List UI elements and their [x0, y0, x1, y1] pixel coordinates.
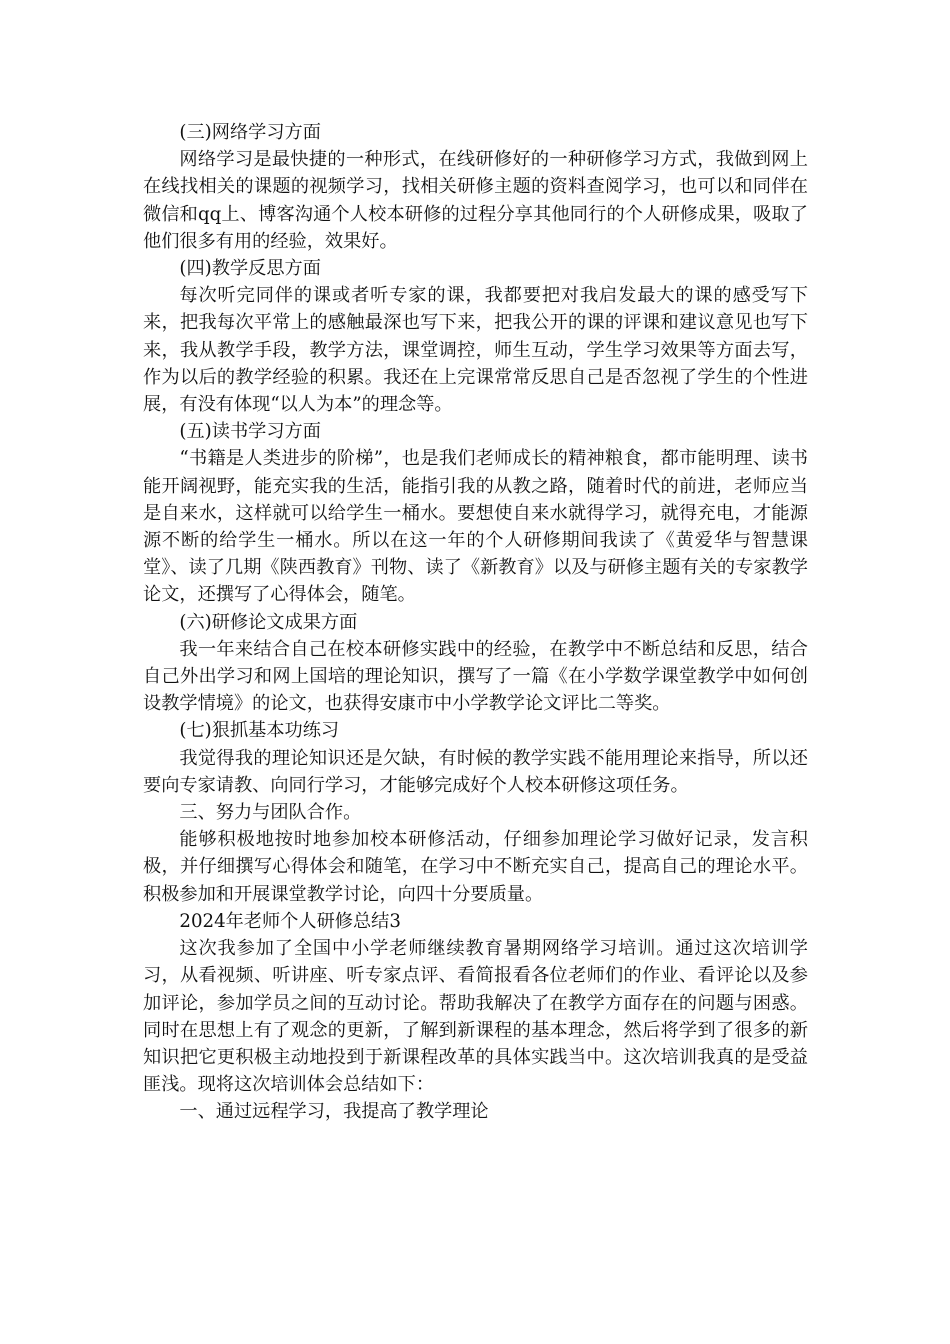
section-heading-reading: (五)读书学习方面 [179, 421, 321, 443]
section-heading-research-papers: (六)研修论文成果方面 [179, 611, 358, 633]
section-heading-online-learning: (三)网络学习方面 [179, 122, 321, 143]
paragraph-reading: “书籍是人类进步的阶梯”，也是我们老师成长的精神粮食，都市能明理、读书能开阔视野，能充实我的生活，能指引我的从教之路，随着时代的前进，老师应当是自来水，这样就可以给学生一桶水。要想使自来水就得学习，就得充电，才能源源不断的给学生一桶水。所以在这一年的个人研修期间我读了《黄爱华与智慧课堂》、读了几期《陕西教育》刊物、读了《新教育》以及与研修主题有关的专家教学论文，还撰写了心得体会，随笔。 [143, 448, 808, 606]
paragraph-teamwork: 能够积极地按时地参加校本研修活动，仔细参加理论学习做好记录，发言积极，并仔细撰写心得体会和随笔，在学习中不断充实自己，提高自己的理论水平。积极参加和开展课堂教学讨论，向四十分要质量。 [143, 829, 808, 905]
paragraph-research-papers: 我一年来结合自己在校本研修实践中的经验，在教学中不断总结和反思，结合自己外出学习和网上国培的理论知识，撰写了一篇《在小学数学课堂教学中如何创设教学情境》的论文，也获得安康市中小学教学论文评比二等奖。 [143, 638, 808, 715]
section-heading-remote-learning: 一、通过远程学习，我提高了教学理论 [179, 1101, 489, 1123]
paragraph-online-learning: 网络学习是最快捷的一种形式，在线研修好的一种研修学习方式，我做到网上在线找相关的课题的视频学习，找相关研修主题的资料查阅学习，也可以和同伴在微信和qq上、博客沟通个人校本研修的过程分享其他同行的个人研修成果，吸取了他们很多有用的经验，效果好。 [143, 149, 808, 252]
document-subtitle: 2024年老师个人研修总结3 [179, 910, 401, 932]
section-heading-teaching-reflection: (四)教学反思方面 [179, 258, 321, 280]
document-body [143, 119, 808, 1126]
section-heading-basic-skills: (七)狠抓基本功练习 [179, 720, 340, 742]
paragraph-training-summary: 这次我参加了全国中小学老师继续教育暑期网络学习培训。通过这次培训学习，从看视频、听讲座、听专家点评、看简报看各位老师们的作业、看评论以及参加评论，参加学员之间的互动讨论。帮助我解决了在教学方面存在的问题与困惑。同时在思想上有了观念的更新，了解到新课程的基本理念，然后将学到了很多的新知识把它更积极主动地投到于新课程改革的具体实践当中。这次培训我真的是受益匪浅。现将这次培训体会总结如下： [143, 938, 808, 1096]
paragraph-basic-skills: 我觉得我的理论知识还是欠缺，有时候的教学实践不能用理论来指导，所以还要向专家请教、向同行学习，才能够完成好个人校本研修这项任务。 [143, 747, 808, 796]
paragraph-teaching-reflection: 每次听完同伴的课或者听专家的课，我都要把对我启发最大的课的感受写下来，把我每次平常上的感触最深也写下来，把我公开的课的评课和建议意见也写下来，我从教学手段，教学方法，课堂调控，师生互动，学生学习效果等方面去写，作为以后的教学经验的积累。我还在上完课常常反思自己是否忽视了学生的个性进展，有没有体现“以人为本”的理念等。 [143, 285, 808, 416]
section-heading-teamwork: 三、努力与团队合作。 [179, 802, 362, 824]
